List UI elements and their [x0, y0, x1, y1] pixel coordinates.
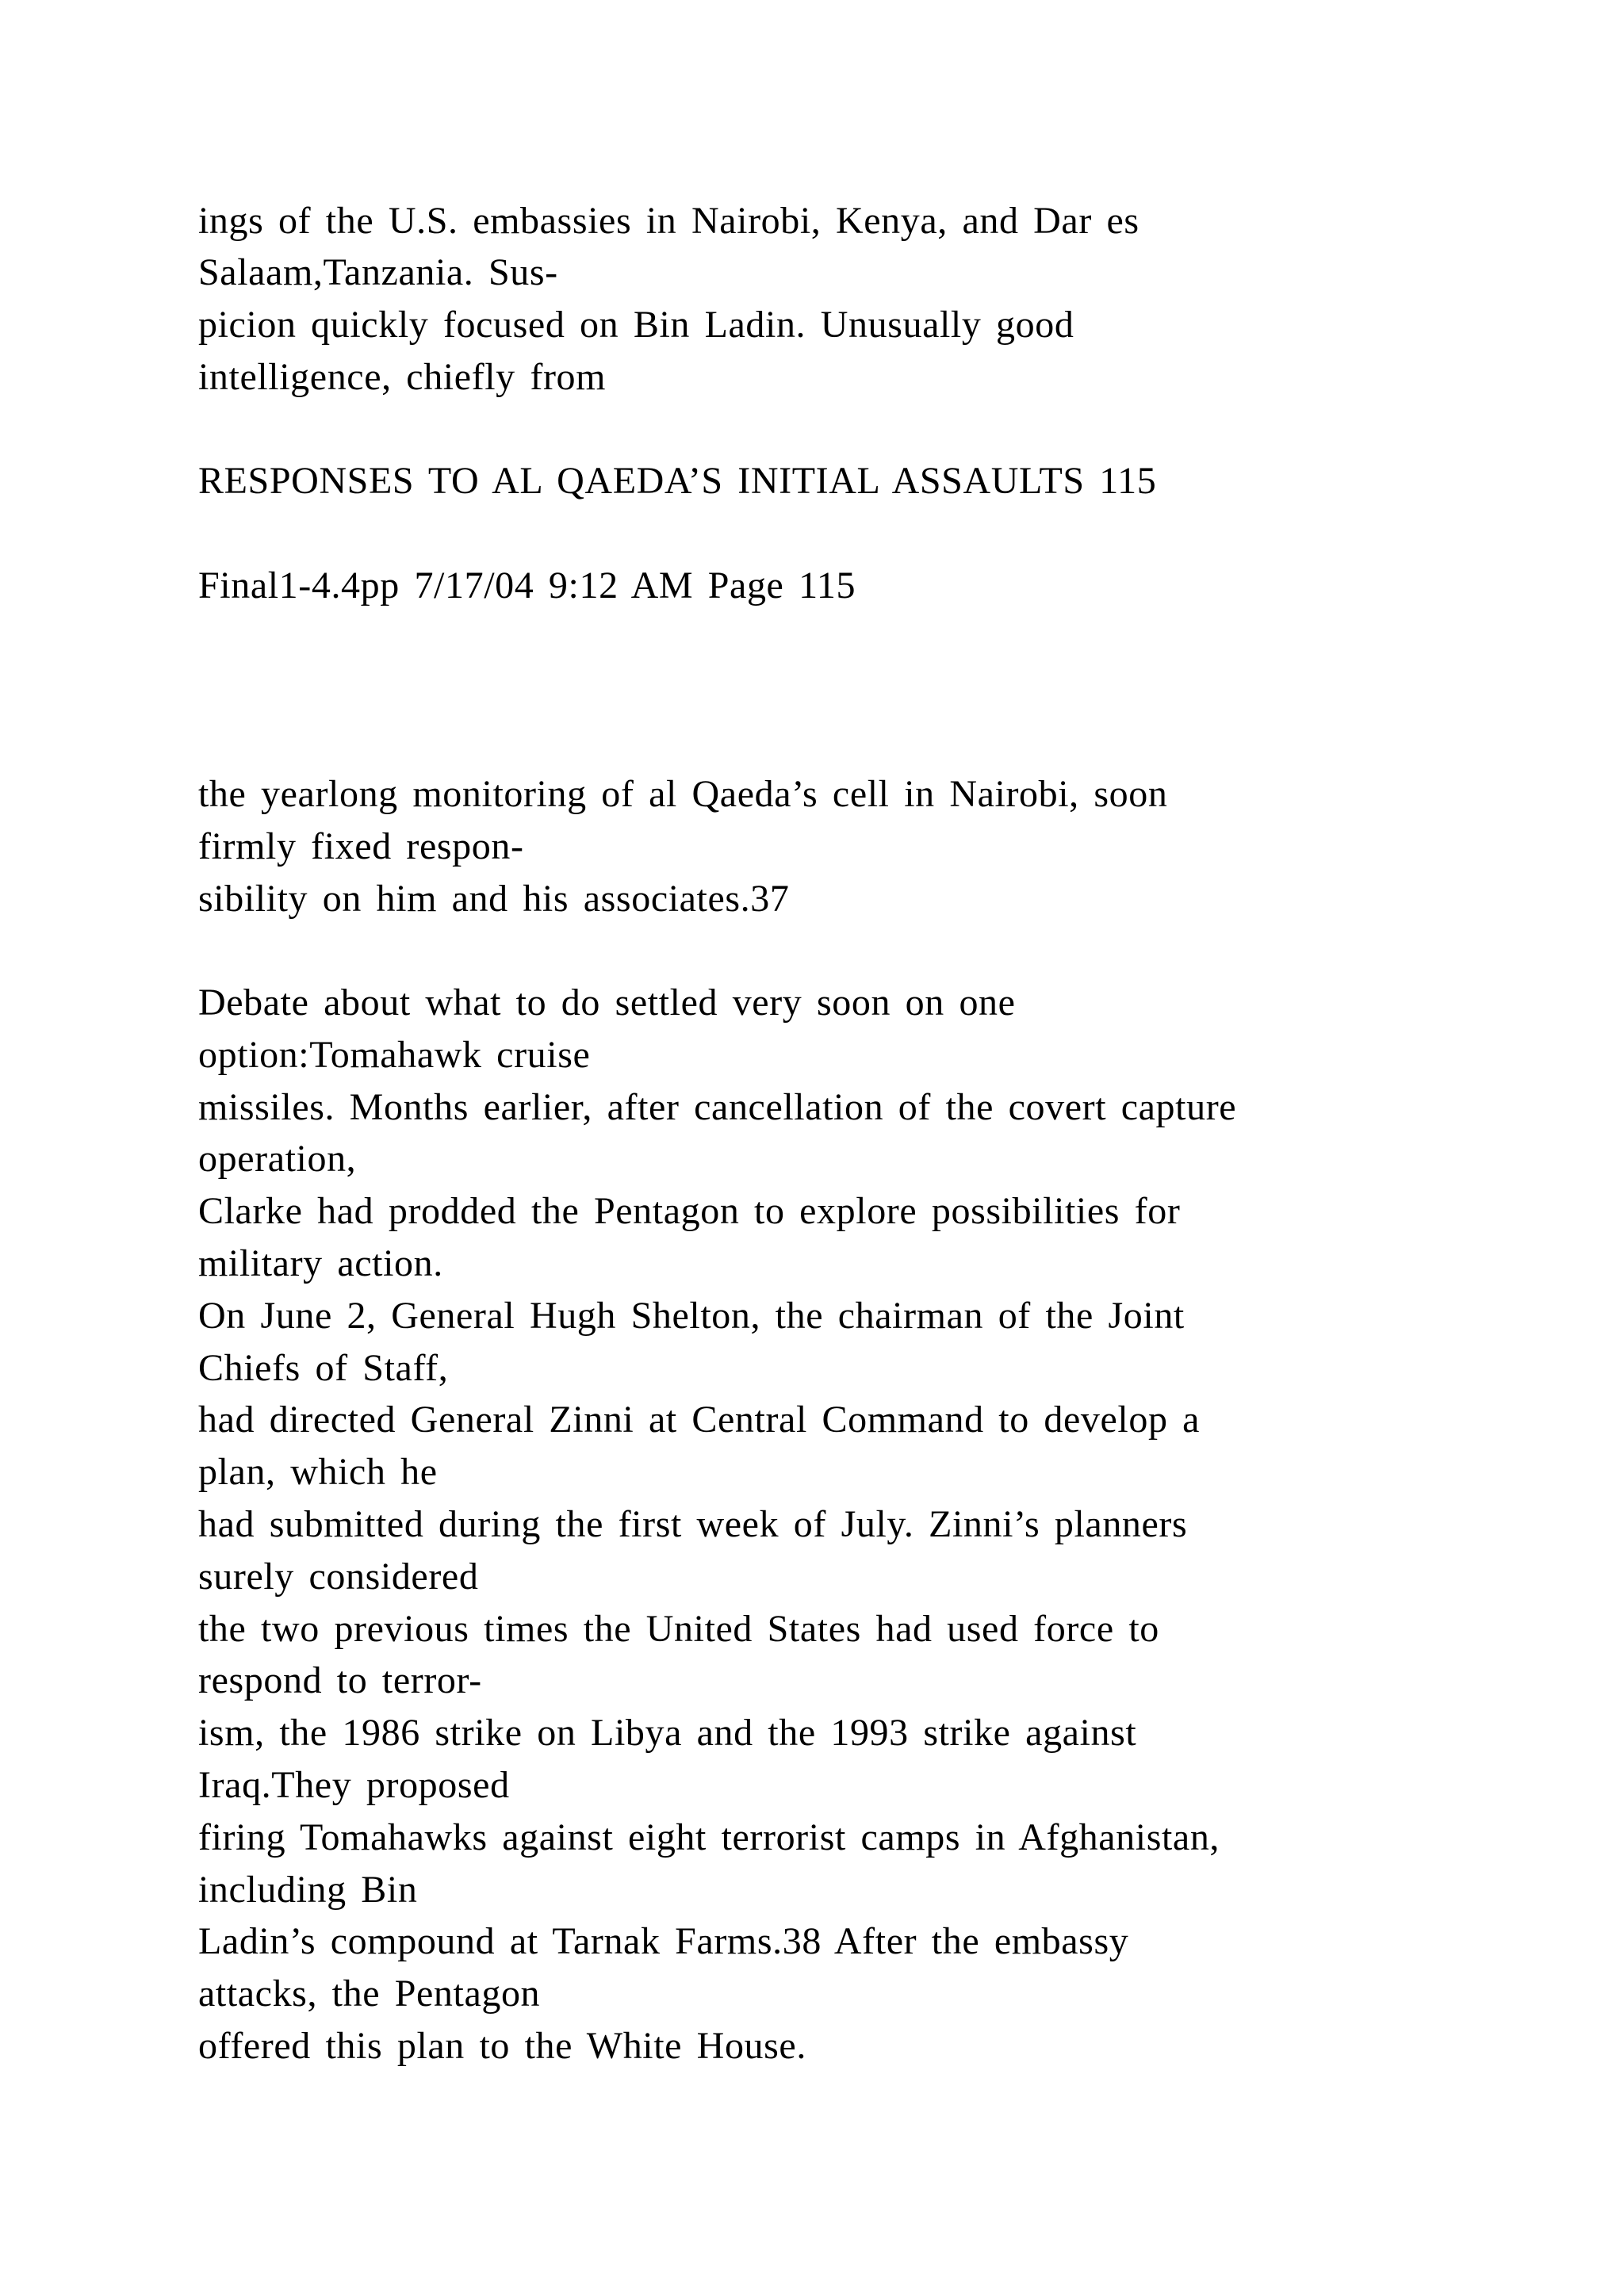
text-line: had submitted during the first week of July. Zinni’s planners: [198, 1503, 1188, 1545]
text-line: Ladin’s compound at Tarnak Farms.38 After the embassy: [198, 1920, 1129, 1962]
text-line: Clarke had prodded the Pentagon to explore possibilities for: [198, 1190, 1181, 1232]
text-line: respond to terror-: [198, 1659, 482, 1701]
text-line: intelligence, chiefly from: [198, 356, 607, 398]
text-line: surely considered: [198, 1556, 479, 1598]
text-line: ism, the 1986 strike on Libya and the 1993 strike against: [198, 1712, 1137, 1754]
text-line: Debate about what to do settled very soon on one: [198, 982, 1016, 1024]
text-line: including Bin: [198, 1869, 418, 1911]
text-line: firing Tomahawks against eight terrorist camps in Afghanistan,: [198, 1816, 1220, 1858]
text-line: had directed General Zinni at Central Command to develop a: [198, 1399, 1201, 1441]
text-line: offered this plan to the White House.: [198, 2025, 806, 2067]
page-slug: Final1-4.4pp 7/17/04 9:12 AM Page 115: [198, 564, 856, 607]
text-line: attacks, the Pentagon: [198, 1973, 541, 2015]
text-line: operation,: [198, 1138, 357, 1180]
text-line: ings of the U.S. embassies in Nairobi, Kenya, and Dar es: [198, 200, 1139, 242]
text-line: military action.: [198, 1242, 443, 1284]
text-line: On June 2, General Hugh Shelton, the chairman of the Joint: [198, 1295, 1185, 1337]
text-line: option:Tomahawk cruise: [198, 1034, 591, 1076]
running-head: RESPONSES TO AL QAEDA’S INITIAL ASSAULTS 115: [198, 460, 1157, 502]
text-line: sibility on him and his associates.37: [198, 878, 790, 920]
text-line: the yearlong monitoring of al Qaeda’s cell in Nairobi, soon: [198, 773, 1168, 815]
text-line: Iraq.They proposed: [198, 1764, 510, 1806]
text-line: picion quickly focused on Bin Ladin. Unusually good: [198, 304, 1074, 346]
text-line: Chiefs of Staff,: [198, 1347, 449, 1389]
text-line: Salaam,Tanzania. Sus-: [198, 251, 558, 293]
text-line: the two previous times the United States had used force to: [198, 1608, 1159, 1650]
text-line: plan, which he: [198, 1451, 438, 1493]
text-line: missiles. Months earlier, after cancellation of the covert capture: [198, 1086, 1237, 1128]
text-line: firmly fixed respon-: [198, 825, 524, 867]
